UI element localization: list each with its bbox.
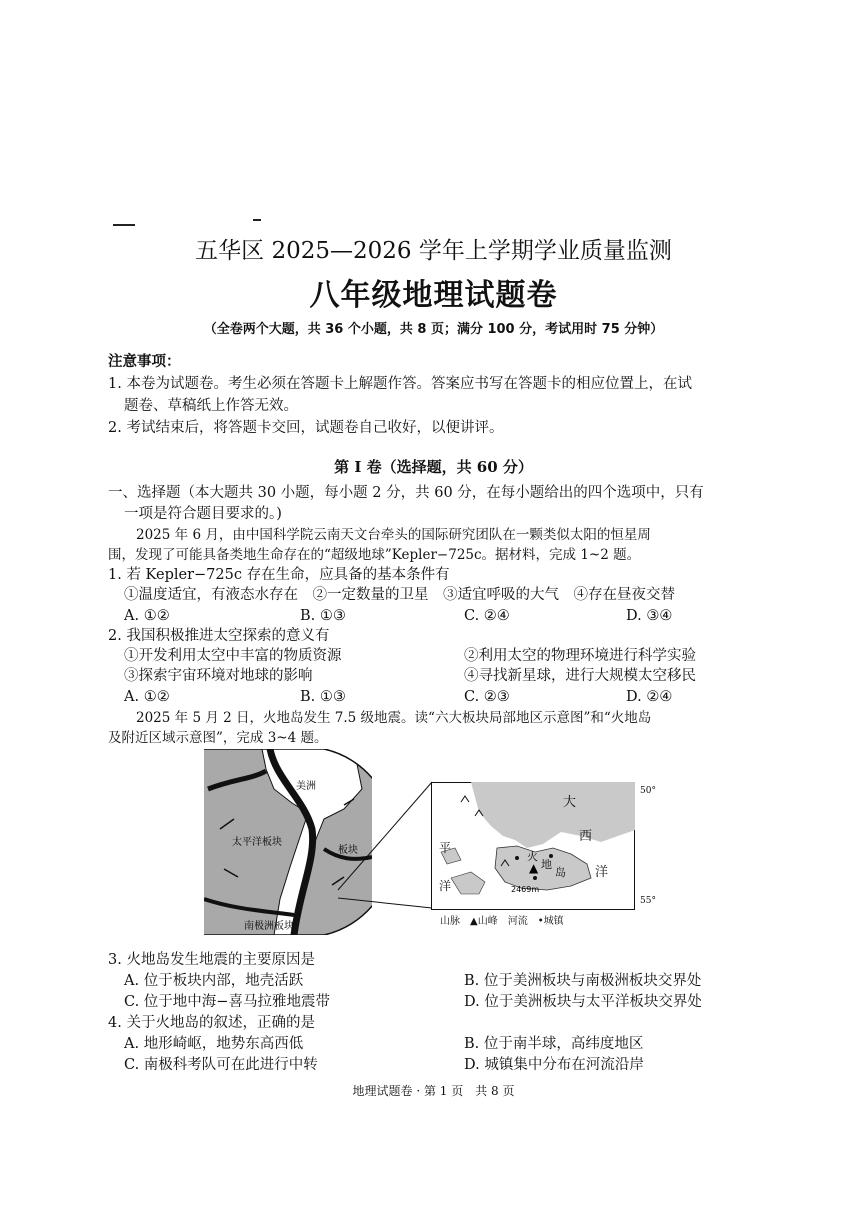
notice-item-1a: 1. 本卷为试题卷。考生必须在答题卡上解题作答。答案应书写在答题卡的相应位置上，在试 <box>108 376 692 392</box>
q1-stem: 1. 若 Kepler−725c 存在生命，应具备的基本条件有 <box>108 567 450 583</box>
section-intro-b: 一项是符合题目要求的。) <box>124 506 282 522</box>
exam-info: （全卷两个大题，共 36 个小题，共 8 页；满分 100 分，考试用时 75 分钟） <box>203 322 664 337</box>
q2-statement-4: ④寻找新星球，进行大规模太空移民 <box>464 668 696 684</box>
label-atlantic-3: 洋 <box>595 865 609 880</box>
label-pacific-ocean-1: 太 <box>439 811 452 825</box>
q2-statement-3: ③探索宇宙环境对地球的影响 <box>124 668 313 684</box>
q2-option-b: B. ①③ <box>300 689 346 705</box>
q1-option-a: A. ①② <box>124 608 170 624</box>
q2-option-d: D. ②④ <box>626 689 673 705</box>
passage-2a: 2025 年 5 月 2 日，火地岛发生 7.5 级地震。读“六大板块局部地区示意图”和“火地岛 <box>136 710 652 726</box>
exam-header-line: 五华区 2025—2026 学年上学期学业质量监测 <box>195 238 672 264</box>
q4-stem: 4. 关于火地岛的叙述，正确的是 <box>108 1015 315 1031</box>
q4-option-b: B. 位于南半球，高纬度地区 <box>464 1036 644 1052</box>
label-island-3: 岛 <box>555 866 566 879</box>
lat-55-label: 55° <box>640 896 656 906</box>
svg-text:▲: ▲ <box>529 861 539 875</box>
q3-option-c: C. 位于地中海−喜马拉雅地震带 <box>124 994 330 1010</box>
q3-stem: 3. 火地岛发生地震的主要原因是 <box>108 952 315 968</box>
q1-option-b: B. ①③ <box>300 608 346 624</box>
q1-option-c: C. ②④ <box>464 608 510 624</box>
notice-item-1b: 题卷、草稿纸上作答无效。 <box>124 398 298 414</box>
notice-heading: 注意事项： <box>108 354 181 370</box>
label-atlantic-1: 大 <box>563 795 577 810</box>
q3-option-b: B. 位于美洲板块与南极洲板块交界处 <box>464 973 702 989</box>
notice-item-2: 2. 考试结束后，将答题卡交回，试题卷自己收好，以便讲评。 <box>108 420 504 436</box>
q2-statement-2: ②利用太空的物理环境进行科学实验 <box>464 648 696 664</box>
q2-option-c: C. ②③ <box>464 689 510 705</box>
label-pacific-ocean-2: 平 <box>439 841 452 855</box>
q4-option-a: A. 地形崎岖，地势东高西低 <box>124 1036 304 1052</box>
label-island-1: 火 <box>527 850 538 863</box>
passage-1b: 围，发现了可能具备类地生命存在的“超级地球”Kepler−725c。据材料，完成 1~2 题。 <box>108 547 641 563</box>
section-intro-a: 一、选择题（本大题共 30 小题，每小题 2 分，共 60 分，在每小题给出的四个选项中，只有 <box>108 485 704 501</box>
q4-option-d: D. 城镇集中分布在河流沿岸 <box>464 1057 644 1073</box>
scan-mark-right <box>253 219 261 221</box>
connector-lines <box>330 780 440 930</box>
label-pacific-plate: 太平洋板块 <box>232 837 282 848</box>
map-legend: 山脉 ▲山峰 河流 •城镇 <box>440 916 564 927</box>
page-footer: 地理试题卷 · 第 1 页 共 8 页 <box>352 1084 515 1098</box>
q1-option-d: D. ③④ <box>626 608 673 624</box>
scan-mark-left <box>113 224 135 226</box>
q3-option-a: A. 位于板块内部，地壳活跃 <box>124 973 304 989</box>
lat-50-label: 50° <box>640 786 656 796</box>
label-atlantic-2: 西 <box>579 829 593 844</box>
q2-statement-1: ①开发利用太空中丰富的物质资源 <box>124 648 342 664</box>
passage-2b: 及附近区域示意图”，完成 3~4 题。 <box>108 730 328 746</box>
label-plate: 板块 <box>338 845 358 856</box>
q4-option-c: C. 南极科考队可在此进行中转 <box>124 1057 318 1073</box>
label-island-2: 地 <box>541 858 552 871</box>
section-title: 第 I 卷（选择题，共 60 分） <box>334 458 533 476</box>
label-america: 美洲 <box>296 781 316 792</box>
tierra-del-fuego-map <box>431 782 635 910</box>
q2-option-a: A. ①② <box>124 689 170 705</box>
q2-stem: 2. 我国积极推进太空探索的意义有 <box>108 628 330 644</box>
q1-statements: ①温度适宜，有液态水存在 ②一定数量的卫星 ③适宜呼吸的大气 ④存在昼夜交替 <box>124 587 675 603</box>
exam-title: 八年级地理试题卷 <box>309 278 558 313</box>
passage-1a: 2025 年 6 月，由中国科学院云南天文台牵头的国际研究团队在一颗类似太阳的恒星周 <box>136 527 651 543</box>
label-pacific-ocean-3: 洋 <box>439 879 452 893</box>
peak-label: 2469m <box>511 885 540 894</box>
label-antarctic-plate: 南极洲板块 <box>244 921 294 932</box>
q3-option-d: D. 位于美洲板块与太平洋板块交界处 <box>464 994 702 1010</box>
